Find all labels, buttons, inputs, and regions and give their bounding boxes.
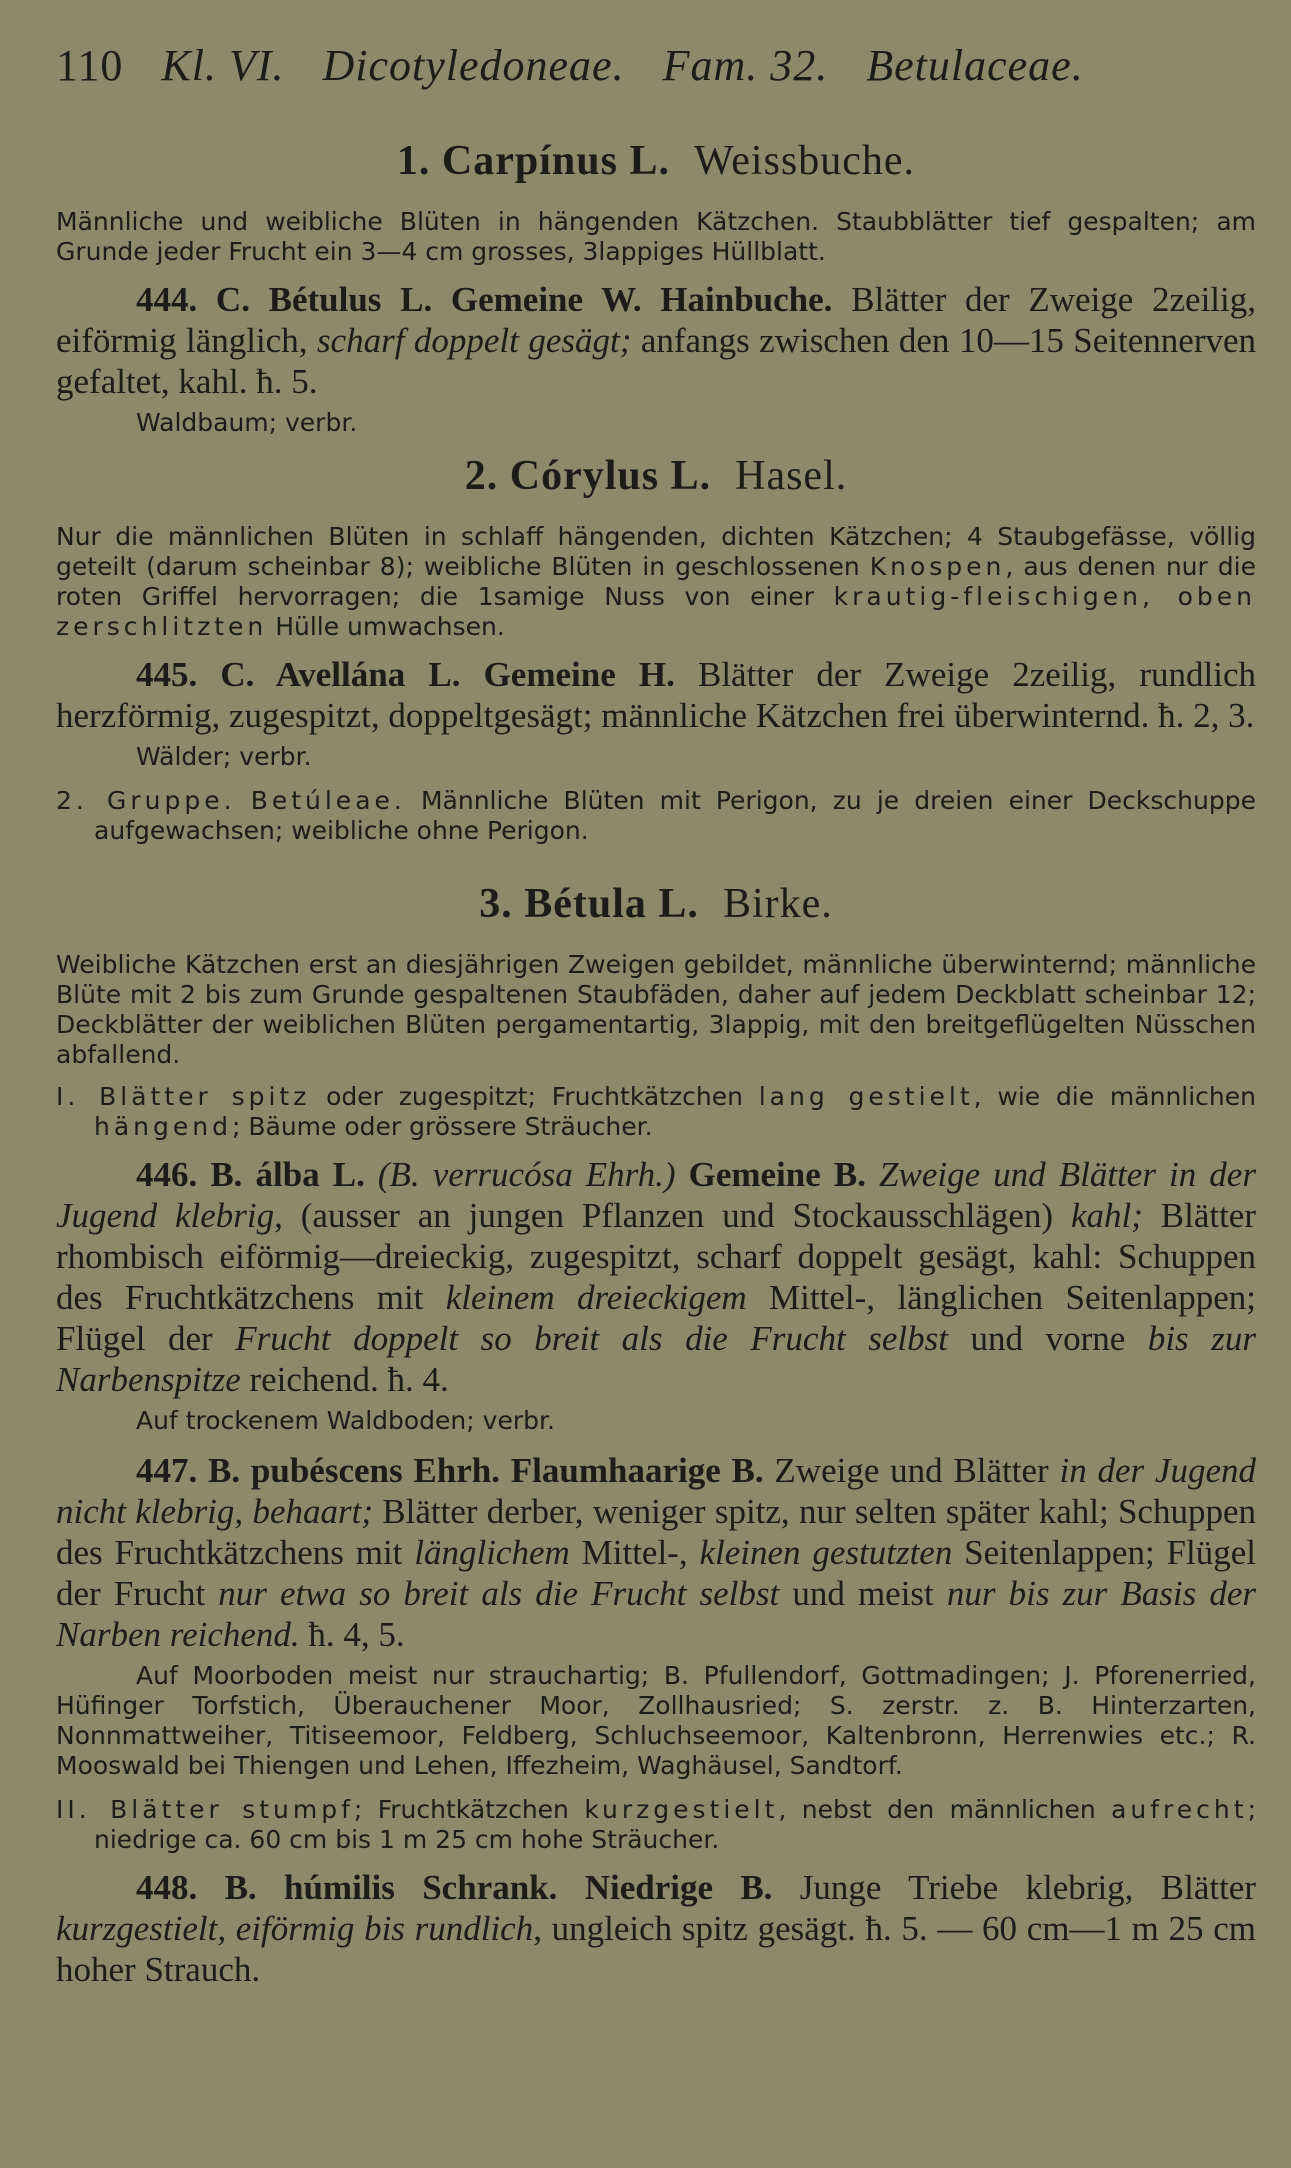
- species-italic: kleinen gestutzten: [699, 1533, 953, 1572]
- species-text: reichend. ħ. 4.: [240, 1360, 449, 1399]
- section-i: [56, 1082, 1256, 1142]
- section-text: , wie die männlichen: [973, 1082, 1256, 1111]
- species-italic: bis zur Narbenspitze: [56, 1319, 1256, 1399]
- desc-text: Nur die männlichen Blüten in schlaff hängenden, dichten Kätzchen; 4 Staubgefässe, völlig geteilt (darum scheinbar 8); weibliche Blüten in geschlossenen: [56, 522, 1256, 581]
- group-label: 2. Gruppe.: [56, 786, 236, 815]
- section-label: II. Blätter stumpf: [56, 1795, 354, 1824]
- genus-name: 3. Bétula L.: [479, 881, 699, 927]
- genus-heading-carpinus: [56, 137, 1256, 185]
- group-2: [56, 786, 1256, 846]
- species-text: Seitenlappen; Flügel der Frucht: [56, 1533, 1256, 1613]
- species-text: , (ausser an jungen Pflanzen und Stockausschlägen): [274, 1196, 1071, 1235]
- section-text: , nebst den männlichen: [778, 1795, 1112, 1824]
- species-lead: 446. B. álba L.: [136, 1155, 365, 1194]
- species-italic: in der Jugend nicht klebrig, behaart;: [56, 1451, 1256, 1531]
- desc-text: Hülle umwachsen.: [267, 612, 505, 641]
- genus-name: 1. Carpínus L.: [396, 138, 670, 184]
- desc-spaced: Knospen: [869, 552, 1006, 581]
- habitat-446: Auf trockenem Waldboden; verbr.: [136, 1406, 555, 1435]
- species-text: Zweige und Blätter: [763, 1451, 1060, 1490]
- section-ii: [56, 1795, 1256, 1855]
- species-italic: Zweige und Blätter in der Jugend klebrig: [56, 1155, 1256, 1235]
- species-lead: 448. B. húmilis Schrank. Niedrige B.: [136, 1868, 773, 1907]
- species-text: Blätter der Zweige 2zeilig, rundlich herzförmig, zugespitzt, doppeltgesägt; männliche Kätzchen frei überwinternd. ħ. 2, 3.: [56, 655, 1257, 735]
- section-spaced: lang gestielt: [758, 1082, 974, 1111]
- species-text: Mittel-, länglichen Seitenlappen; Flügel der: [56, 1278, 1256, 1358]
- species-447: [56, 1450, 1256, 1655]
- habitat-447: Auf Moorboden meist nur strauchartig; B. Pfullendorf, Gottmadingen; J. Pforenerried, Hüfinger Torfstich, Überauchener Moor, Zollhausried; S. zerstr. z. B. Hinterzarten, Nonnmattweiher, Titiseemoor, Feldberg, Schluchseemoor, Kaltenbronn, Herrenwies etc.; R. Mooswald bei Thiengen und Lehen, Iffezheim, Waghäusel, Sandtorf.: [56, 1661, 1256, 1780]
- section-text: ; Bäume oder grössere Sträucher.: [231, 1112, 653, 1141]
- genus-common-name: Birke.: [722, 881, 833, 927]
- species-italic: nur bis zur Basis der Narben reichend.: [56, 1574, 1256, 1654]
- species-lead: 447. B. pubéscens Ehrh. Flaumhaarige B.: [136, 1451, 764, 1490]
- species-text: Blätter rhombisch eiförmig—dreieckig, zugespitzt, scharf doppelt gesägt, kahl: Schuppen des Fruchtkätzchens mit: [56, 1196, 1256, 1317]
- habitat-445: Wälder; verbr.: [136, 742, 312, 771]
- page-number: 110: [56, 41, 124, 90]
- subclass-label: Dicotyledoneae.: [322, 41, 625, 90]
- section-spaced: kurzgestielt: [584, 1795, 779, 1824]
- section-label: I. Blätter spitz: [56, 1082, 311, 1111]
- genus-description: Weibliche Kätzchen erst an diesjährigen Zweigen gebildet, männliche überwinternd; männliche Blüte mit 2 bis zum Grunde gespaltenen Staubfäden, daher auf jedem Deckblatt scheinbar 12; Deckblätter der weiblichen Blüten pergamentartig, 3lappig, mit den breitgeflügelten Nüsschen abfallend.: [56, 950, 1256, 1069]
- genus-name: 2. Córylus L.: [464, 453, 712, 499]
- species-444: [56, 279, 1256, 402]
- genus-heading-betula: [56, 880, 1256, 928]
- species-text: Blätter derber, weniger spitz, nur selten später kahl; Schuppen des Fruchtkätzchens mit: [56, 1492, 1256, 1572]
- species-text: Blätter der Zweige 2zeilig, eiförmig länglich,: [56, 280, 1257, 360]
- species-446: [56, 1154, 1256, 1400]
- page: [56, 40, 1256, 1996]
- family-name: Betulaceae.: [866, 41, 1084, 90]
- species-448: [56, 1867, 1256, 1990]
- section-spaced: aufrecht: [1111, 1795, 1248, 1824]
- species-text: Junge Triebe klebrig, Blätter: [772, 1868, 1256, 1907]
- species-italic: kahl;: [1070, 1196, 1143, 1235]
- genus-description: [56, 522, 1256, 642]
- genus-common-name: Weissbuche.: [694, 138, 916, 184]
- species-text: , ungleich spitz gesägt. ħ. 5. — 60 cm—1 m 25 cm hoher Strauch.: [56, 1909, 1256, 1989]
- group-name: Betúleae.: [250, 786, 406, 815]
- species-lead: 445. C. Avellána L. Gemeine H.: [136, 655, 675, 694]
- section-spaced: hängend: [94, 1112, 232, 1141]
- running-head: [56, 40, 1256, 91]
- desc-spaced: krautig-fleischigen, oben zerschlitzten: [56, 582, 1256, 641]
- family-number: Fam. 32.: [662, 41, 829, 90]
- species-italic: Frucht doppelt so breit als die Frucht selbst: [235, 1319, 948, 1358]
- desc-text: , aus denen nur die roten Griffel hervorragen; die 1samige Nuss von einer: [56, 552, 1256, 611]
- species-synonym: (B. verrucósa Ehrh.): [364, 1155, 676, 1194]
- species-text: ħ. 4, 5.: [299, 1615, 405, 1654]
- group-text: Männliche Blüten mit Perigon, zu je dreien einer Deckschuppe aufgewachsen; weibliche ohne Perigon.: [94, 786, 1256, 845]
- species-text: und vorne: [947, 1319, 1148, 1358]
- genus-common-name: Hasel.: [735, 453, 848, 499]
- class-label: Kl. VI.: [161, 41, 285, 90]
- species-italic: länglichem: [414, 1533, 570, 1572]
- species-italic: nur etwa so breit als die Frucht selbst: [218, 1574, 780, 1613]
- species-text: Mittel-,: [569, 1533, 700, 1572]
- habitat-444: Waldbaum; verbr.: [136, 408, 358, 437]
- section-text: oder zugespitzt; Fruchtkätzchen: [310, 1082, 759, 1111]
- genus-description: Männliche und weibliche Blüten in hängenden Kätzchen. Staubblätter tief gespalten; am Grunde jeder Frucht ein 3—4 cm grosses, 3lappiges Hüllblatt.: [56, 207, 1256, 266]
- species-445: [56, 654, 1256, 736]
- species-common: Gemeine B.: [675, 1155, 866, 1194]
- species-italic: scharf doppelt gesägt;: [316, 321, 632, 360]
- section-text: ; niedrige ca. 60 cm bis 1 m 25 cm hohe Sträucher.: [94, 1795, 1256, 1854]
- species-text: anfangs zwischen den 10—15 Seitennerven gefaltet, kahl. ħ. 5.: [56, 321, 1257, 401]
- species-text: und meist: [779, 1574, 947, 1613]
- species-lead: 444. C. Bétulus L. Gemeine W. Hainbuche.: [136, 280, 833, 319]
- species-italic: kleinem dreieckigem: [445, 1278, 747, 1317]
- section-text: ; Fruchtkätzchen: [353, 1795, 585, 1824]
- genus-heading-corylus: [56, 452, 1256, 500]
- species-italic: kurzgestielt, eiförmig bis rundlich: [56, 1909, 534, 1948]
